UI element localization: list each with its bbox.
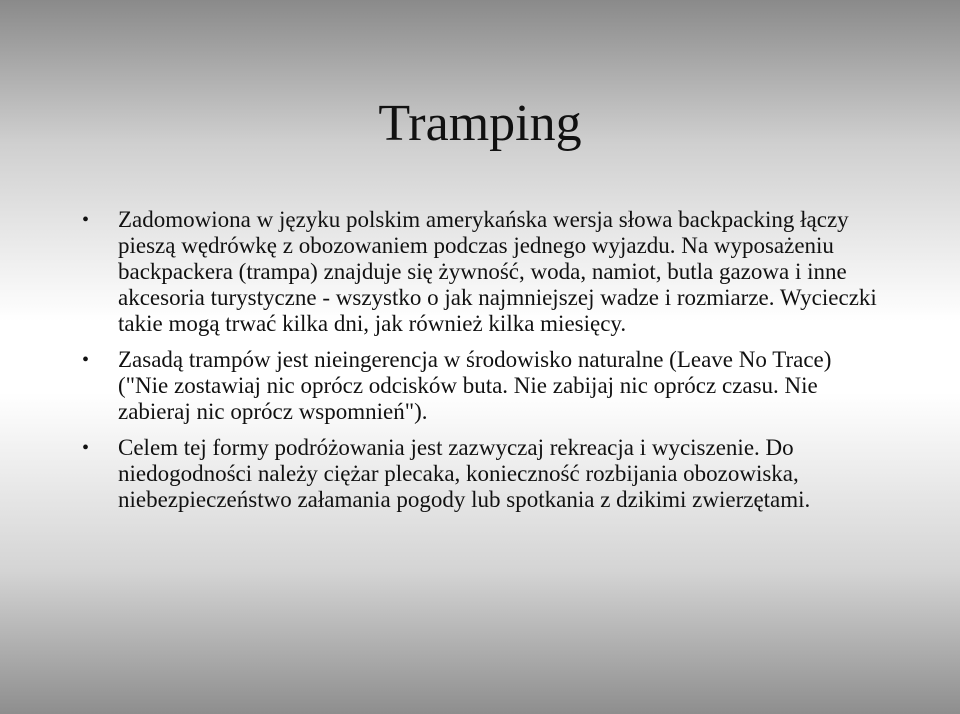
bullet-item xyxy=(82,435,882,513)
bullet-item xyxy=(82,347,882,425)
bullet-list xyxy=(82,207,882,523)
bullet-text: Zasadą trampów jest nieingerencja w środowisko naturalne (Leave No Trace) ("Nie zostawiaj nic oprócz odcisków buta. Nie zabijaj nic oprócz czasu. Nie zabieraj nic oprócz wspomnień"). xyxy=(118,347,832,424)
bullet-text: Zadomowiona w języku polskim amerykańska wersja słowa backpacking łączy pieszą wędrówkę z obozowaniem podczas jednego wyjazdu. Na wyposażeniu backpackera (trampa) znajduje się żywność, woda, namiot, butla gazowa i inne akcesoria turystyczne - wszystko o jak najmniejszej wadze i rozmiarze. Wycieczki takie mogą trwać kilka dni, jak również kilka miesięcy. xyxy=(118,207,877,336)
bullet-item xyxy=(82,207,882,337)
bullet-marker: • xyxy=(82,349,90,371)
bullet-text: Celem tej formy podróżowania jest zazwyczaj rekreacja i wyciszenie. Do niedogodności należy ciężar plecaka, konieczność rozbijania obozowiska, niebezpieczeństwo załamania pogody lub spotkania z dzikimi zwierzętami. xyxy=(118,435,811,512)
slide-title: Tramping xyxy=(378,95,582,152)
bullet-marker: • xyxy=(82,437,90,459)
bullet-marker: • xyxy=(82,209,90,231)
